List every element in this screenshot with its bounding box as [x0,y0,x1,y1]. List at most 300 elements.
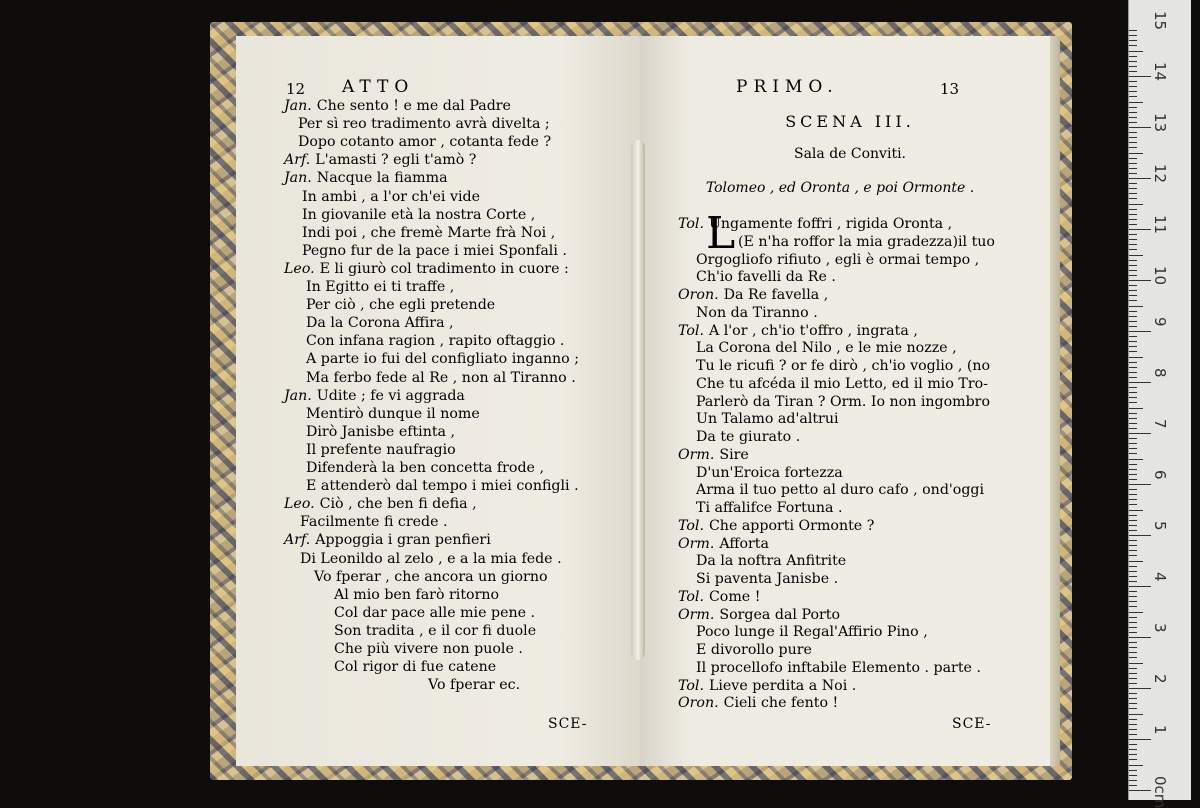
ruler-tick [1129,494,1137,495]
verse-text: Che sento ! e me dal Padre [316,98,511,114]
ruler-tick [1129,714,1143,715]
ruler-tick [1129,76,1151,77]
ruler-tick [1129,555,1137,556]
speaker-label: Leo. [284,496,315,513]
text-line [696,429,800,446]
speaker-label: Arf. [284,152,311,169]
page-edges [1050,36,1060,766]
verse-text: Che apporti Ormonte ? [708,517,875,534]
ruler-tick [1129,668,1137,669]
book-gutter [631,140,645,660]
ruler-tick [1129,428,1137,429]
ruler-tick [1129,91,1137,92]
ruler-tick [1129,530,1137,531]
verse-text: Orgogliofo rifiuto , egli è ormai tempo , [696,251,980,268]
speaker-label: Arf. [284,532,311,549]
text-line [306,279,454,296]
verse-text: Lieve perdita a Noi . [708,677,857,694]
ruler-label: 5 [1151,521,1169,531]
ruler-tick [1129,550,1137,551]
verse-text: E divorollo pure [696,642,812,658]
ruler-tick [1129,617,1137,618]
text-line [306,460,544,477]
ruler-tick [1129,316,1137,317]
ruler-tick [1129,326,1137,327]
verse-text: Indi poi , che fremè Marte frà Noi , [302,224,556,241]
text-line [306,297,495,314]
verse-text: Di Leonildo al zelo , e a la mia fede . [300,550,562,567]
ruler-tick [1129,790,1151,791]
ruler-tick [1129,637,1151,638]
text-line [284,170,448,187]
speaker-label: Jan. [284,170,312,187]
ruler-tick [1129,469,1137,470]
verse-text: Da la noftra Anfitrite [696,553,847,570]
ruler-tick [1129,51,1143,52]
ruler-tick [1129,295,1137,296]
verse-text: A l'or , ch'io t'offro , ingrata , [708,322,918,339]
text-line [300,514,448,531]
text-line [428,677,520,694]
text-line [334,659,496,676]
text-line [678,216,952,233]
ruler-tick [1129,459,1143,460]
ruler-tick [1129,744,1137,745]
verse-text: Mentirò dunque il nome [306,405,480,422]
drop-cap: L [706,208,736,259]
ruler-tick [1129,346,1137,347]
verse-text: Parlerò da Tiran ? Orm. Io non ingombro [696,393,990,410]
text-line [302,243,567,260]
ruler-tick [1129,515,1137,516]
ruler-tick [1129,81,1137,82]
scene-title: SCENA III. [785,112,915,131]
ruler-tick [1129,137,1137,138]
ruler-tick [1129,127,1151,128]
speaker-label: Tol. [678,517,704,534]
text-line [696,571,838,588]
verse-text: Difenderà la ben concetta frode , [306,460,544,476]
ruler-tick [1129,423,1137,424]
ruler-tick [1129,270,1137,271]
ruler-tick [1129,464,1137,465]
ruler-tick [1129,173,1137,174]
ruler-tick [1129,56,1137,57]
ruler-tick [1129,754,1137,755]
ruler-tick [1129,71,1137,72]
ruler-label: 10 [1151,266,1169,286]
text-line [334,605,535,622]
text-line [284,388,465,405]
verse-text: Ciò , che ben fi defia , [319,496,477,513]
ruler-tick [1129,306,1143,307]
ruler-tick [1129,290,1137,291]
ruler-tick [1129,96,1137,97]
text-line [696,269,836,286]
right-catchword: SCE- [952,716,992,732]
speaker-label: Oron. [678,695,719,712]
ruler-tick [1129,729,1137,730]
ruler-tick [1129,183,1137,184]
ruler-tick [1129,683,1137,684]
speaker-label: Orm. [678,535,715,552]
ruler-tick [1129,775,1137,776]
ruler-tick [1129,606,1137,607]
text-line [696,394,990,411]
ruler-tick [1129,413,1137,414]
ruler-tick [1129,678,1137,679]
ruler-label: 2 [1151,674,1169,684]
left-running-head: ATTO [342,77,415,97]
verse-text: In giovanile età la nostra Corte , [302,206,536,223]
ruler-tick [1129,739,1151,740]
text-line [284,98,511,115]
ruler-tick [1129,209,1137,210]
speaker-label: Jan. [284,98,312,114]
text-line [334,623,536,640]
ruler-tick [1129,561,1143,562]
ruler-tick [1129,499,1137,500]
ruler-tick [1129,244,1137,245]
verse-text: Facilmente fi crede . [300,514,448,531]
verse-text: Dopo cotanto amor , cotanta fede ? [298,134,552,151]
ruler-tick [1129,188,1137,189]
ruler-tick [1129,724,1137,725]
verse-text: Il procellofo inftabile Elemento . parte . [696,659,981,676]
verse-text: Come ! [708,588,761,605]
ruler-tick [1129,224,1137,225]
ruler-tick [1129,86,1137,87]
ruler-tick [1129,673,1137,674]
ruler-tick [1129,688,1151,689]
text-line [678,607,840,624]
ruler-tick [1129,453,1137,454]
right-page-number: 13 [940,80,960,98]
text-line [696,660,981,677]
ruler-tick [1129,591,1137,592]
ruler-tick [1129,392,1137,393]
ruler-tick [1129,61,1137,62]
ruler-tick [1129,249,1137,250]
ruler-tick [1129,357,1143,358]
ruler-tick [1129,66,1137,67]
ruler-tick [1129,693,1137,694]
text-line [678,536,769,553]
ruler-tick [1129,703,1137,704]
speaker-label: Tol. [678,677,704,694]
text-line [300,551,562,568]
ruler-tick [1129,433,1151,434]
ruler-tick [1129,204,1143,205]
text-line [334,641,523,658]
ruler-tick [1129,443,1137,444]
ruler-tick [1129,698,1137,699]
verse-text: Per ciò , che egli pretende [306,297,496,314]
verse-text: Un Talamo ad'altrui [696,411,839,428]
ruler-tick [1129,265,1137,266]
ruler-tick [1129,770,1137,771]
verse-text: Tu le ricufi ? or fe dirò , ch'io voglio , (no [696,358,991,374]
ruler-tick [1129,163,1137,164]
ruler-tick [1129,622,1137,623]
text-line [678,287,828,304]
verse-text: Che tu afcéda il mio Letto, ed il mio Tro- [696,375,988,392]
text-line [334,587,499,604]
ruler-tick [1129,581,1137,582]
ruler-tick [1129,280,1151,281]
ruler-tick [1129,30,1137,31]
ruler-tick [1129,321,1137,322]
ruler-tick [1129,367,1137,368]
ruler-label: 11 [1151,215,1169,235]
ruler-tick [1129,601,1137,602]
text-line [302,189,480,206]
ruler-tick [1129,362,1137,363]
verse-text: Ungamente foffri , rigida Oronta , [708,216,953,232]
text-line [306,315,454,332]
verse-text: Cieli che fento ! [723,695,839,712]
ruler-tick [1129,418,1137,419]
ruler-tick [1129,719,1137,720]
verse-text: Ma ferbo fede al Re , non al Tiranno . [306,369,576,386]
verse-text: Appoggia i gran penfieri [315,532,491,549]
ruler-tick [1129,566,1137,567]
text-line [306,351,579,368]
ruler-tick [1129,45,1137,46]
ruler-label: 15 [1151,11,1169,31]
ruler-tick [1129,107,1137,108]
ruler-label: 3 [1151,623,1169,633]
ruler-tick [1129,657,1137,658]
verse-text: La Corona del Nilo , e le mie nozze , [696,340,957,357]
ruler-tick [1129,479,1137,480]
ruler-tick [1129,239,1137,240]
verse-text: Ch'io favelli da Re . [696,269,836,286]
ruler-tick [1129,540,1137,541]
verse-text: Che più vivere non puole . [334,641,523,657]
text-line [696,358,990,375]
speaker-label: Oron. [678,287,719,303]
ruler-tick [1129,341,1137,342]
ruler-tick [1129,642,1137,643]
ruler-tick [1129,647,1137,648]
text-line [306,478,579,495]
ruler-tick [1129,351,1137,352]
text-line [298,134,551,151]
ruler-tick [1129,40,1137,41]
text-line [696,500,843,517]
ruler-tick [1129,35,1137,36]
text-line [696,465,843,482]
text-line [678,695,838,712]
verse-text: Dirò Janisbe eftinta , [306,423,456,440]
ruler-tick [1129,520,1137,521]
ruler-tick [1129,112,1137,113]
text-line [738,234,995,251]
ruler-tick [1129,336,1137,337]
speaker-label: Tol. [678,216,704,232]
speaker-label: Tol. [678,588,704,605]
ruler-tick [1129,652,1137,653]
text-line [696,340,957,357]
ruler-tick [1129,632,1137,633]
verse-text: D'un'Eroica fortezza [696,464,843,481]
ruler-tick [1129,158,1137,159]
text-line [302,207,535,224]
verse-text: Sorgea dal Porto [719,606,841,623]
text-line [696,624,928,641]
ruler-tick [1129,193,1137,194]
ruler-tick [1129,377,1137,378]
ruler-tick [1129,122,1137,123]
right-running-head: PRIMO. [736,77,839,97]
ruler-tick [1129,510,1143,511]
ruler-tick [1129,387,1137,388]
text-line [678,518,874,535]
ruler-tick [1129,229,1151,230]
ruler-tick [1129,765,1143,766]
verse-text: Vo fperar , che ancora un giorno [314,568,548,585]
ruler-tick [1129,102,1143,103]
speaker-label: Orm. [678,606,715,623]
verse-text: Da la Corona Affira , [306,315,454,332]
left-page-number: 12 [286,80,306,98]
verse-text: Si paventa Janisbe . [696,571,839,587]
ruler-tick [1129,525,1137,526]
text-line [678,589,760,606]
ruler-tick [1129,198,1137,199]
verse-text: Da te giurato . [696,429,801,445]
verse-text: Poco lunge il Regal'Affirio Pino , [696,624,928,641]
ruler-tick [1129,535,1151,536]
text-line [306,406,480,423]
text-line [284,152,476,169]
verse-text: Afforta [719,535,769,552]
ruler-tick [1129,372,1137,373]
ruler-tick [1129,489,1137,490]
scene-setting: Sala de Conviti. [793,146,906,162]
ruler-tick [1129,734,1137,735]
ruler-tick [1129,260,1137,261]
measurement-ruler [1128,0,1191,808]
verse-text: L'amasti ? egli t'amò ? [315,152,477,169]
ruler-tick [1129,132,1137,133]
ruler-tick [1129,300,1137,301]
text-line [696,411,839,428]
text-line [302,225,555,242]
verse-text: Arma il tuo petto al duro cafo , ond'oggi [696,482,985,499]
verse-text: Con infana ragion , rapito oftaggio . [306,333,565,350]
verse-text: Vo fperar ec. [428,677,521,694]
ruler-label: 8 [1151,368,1169,378]
ruler-tick [1129,448,1137,449]
verse-text: Ti affalifce Fortuna . [696,500,843,516]
verse-text: Col dar pace alle mie pene . [334,604,536,621]
verse-text: E li giurò col tradimento in cuore : [319,260,569,277]
text-line [306,424,455,441]
text-line [306,333,564,350]
ruler-tick [1129,168,1137,169]
ruler-tick [1129,214,1137,215]
ruler-label: 1 [1151,725,1169,735]
text-line [696,553,846,570]
text-line [678,678,856,695]
verse-text: (E n'ha roffor la mia gradezza)il tuo [738,233,995,250]
ruler-label: 0cm [1151,776,1169,808]
ruler-tick [1129,311,1137,312]
ruler-tick [1129,331,1151,332]
speaker-label: Tol. [678,322,704,339]
ruler-tick [1129,474,1137,475]
verse-text: Non da Tiranno . [696,304,818,321]
verse-text: Udite ; fe vi aggrada [316,387,465,404]
text-line [284,496,477,513]
verse-text: Per sì reo tradimento avrà divelta ; [298,116,550,133]
verse-text: E attenderò dal tempo i miei configli . [306,478,579,495]
ruler-tick [1129,438,1137,439]
verse-text: Da Re favella , [723,287,829,303]
verse-text: Sire [719,446,749,463]
ruler-tick [1129,708,1137,709]
ruler-tick [1129,759,1137,760]
verse-text: Pegno fur de la pace i miei Sponfali . [302,242,567,259]
ruler-tick [1129,408,1143,409]
text-line [306,370,576,387]
ruler-tick [1129,178,1151,179]
ruler-tick [1129,596,1137,597]
ruler-tick [1129,545,1137,546]
text-line [696,305,818,322]
verse-text: Son tradita , e il cor fi duole [334,622,537,639]
ruler-tick [1129,382,1151,383]
ruler-tick [1129,275,1137,276]
ruler-tick [1129,627,1137,628]
ruler-tick [1129,234,1137,235]
ruler-tick [1129,576,1137,577]
text-line [306,442,456,459]
text-line [284,261,569,278]
verse-text: Al mio ben farò ritorno [334,586,500,603]
ruler-tick [1129,785,1137,786]
ruler-label: 6 [1151,470,1169,480]
ruler-tick [1129,402,1137,403]
verse-text: Col rigor di fue catene [334,659,497,676]
ruler-label: 13 [1151,113,1169,133]
ruler-tick [1129,153,1143,154]
text-line [678,323,918,340]
text-line [696,482,984,499]
verse-text: In Egitto ei ti traffe , [306,279,455,295]
text-line [696,642,812,659]
verse-text: Il prefente naufragio [306,441,456,458]
verse-text: Nacque la fiamma [316,170,448,187]
text-line [284,532,491,549]
ruler-tick [1129,117,1137,118]
ruler-tick [1129,586,1151,587]
ruler-tick [1129,571,1137,572]
ruler-tick [1129,397,1137,398]
ruler-tick [1129,219,1137,220]
scene-characters: Tolomeo , ed Oronta , e poi Ormonte . [705,180,975,196]
ruler-label: 4 [1151,572,1169,582]
ruler-tick [1129,142,1137,143]
ruler-tick [1129,147,1137,148]
ruler-tick [1129,255,1143,256]
ruler-label: 9 [1151,317,1169,327]
speaker-label: Orm. [678,446,715,463]
ruler-tick [1129,612,1143,613]
ruler-tick [1129,285,1137,286]
